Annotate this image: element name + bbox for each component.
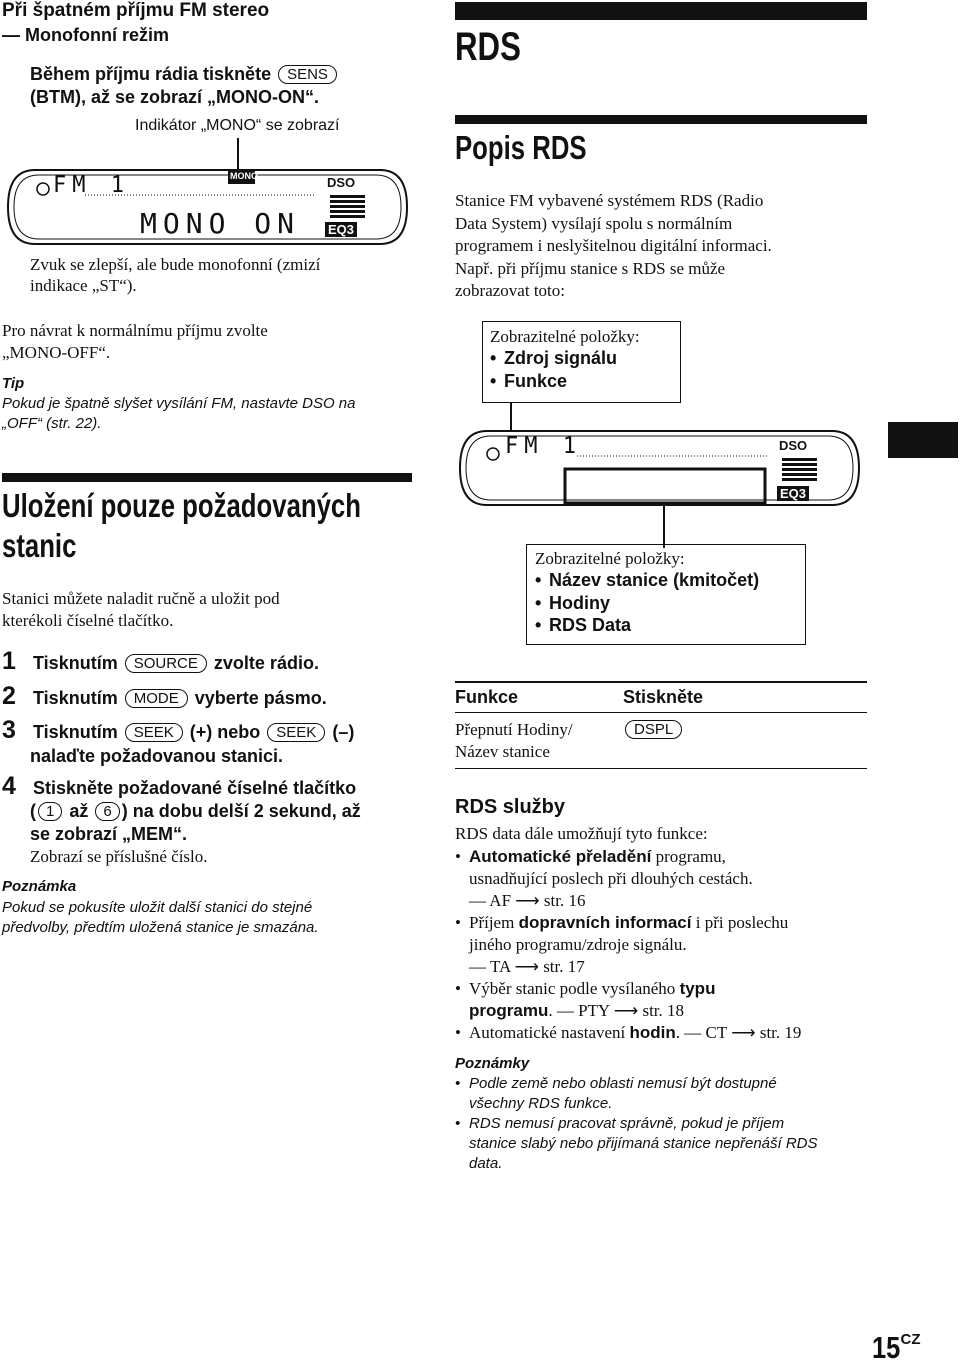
- lcd-display-rds: [457, 428, 862, 508]
- service-item-ta: • Příjem dopravních informací i při poslechu: [455, 912, 865, 934]
- tip-label: Tip: [2, 375, 25, 392]
- popis-rule: [455, 115, 867, 124]
- mono-heading-1: Při špatném příjmu FM stereo: [2, 0, 270, 21]
- mono-indicator-caption: Indikátor „MONO“ se zobrazí: [135, 117, 340, 134]
- rds-title: RDS: [455, 25, 521, 69]
- arrow-right-icon: ⟶: [514, 957, 539, 976]
- lcd-band-text: FM 1: [505, 434, 582, 459]
- store-intro: Stanici můžete naladit ručně a uložit pod kterékoli číselné tlačítko.: [2, 589, 280, 630]
- service-item-ct: • Automatické nastavení hodin. — CT ⟶ str. 19: [455, 1022, 865, 1044]
- box2-item: • RDS Data: [535, 614, 805, 637]
- table-header-press: Stiskněte: [623, 687, 704, 707]
- section-side-tab: [888, 422, 958, 458]
- rds-intro: Stanice FM vybavené systémem RDS (Radio Data System) vysílají spolu s normálním programem i neslyšitelnou digitální informaci. Např. při příjmu stanice s RDS se může zobrazovat toto:: [455, 191, 772, 300]
- displayable-items-box-2: [526, 544, 806, 645]
- service-item-pty: • Výběr stanic podle vysílaného typu: [455, 978, 865, 1000]
- table-row-press: [623, 720, 684, 740]
- lcd-band-text: FM 1: [53, 173, 130, 198]
- box2-title: Zobrazitelné položky:: [535, 549, 685, 568]
- preset-1-key: 1: [38, 802, 62, 821]
- eq-label: EQ3: [777, 486, 809, 501]
- table-header-function: Funkce: [455, 687, 519, 707]
- eq-label: EQ3: [325, 222, 357, 237]
- step-1: 1 Tisknutím SOURCE zvolte rádio.: [2, 647, 319, 675]
- note-text: Pokud se pokusíte uložit další stanici do stejné předvolby, předtím uložená stanice je smazána.: [2, 899, 319, 936]
- service-item-af: • Automatické přeladění programu,: [455, 846, 865, 868]
- dso-label: DSO: [327, 175, 356, 190]
- note-item: • RDS nemusí pracovat správně, pokud je příjem: [455, 1114, 865, 1134]
- mono-badge: MONO: [230, 171, 258, 181]
- notes-list: • Podle země nebo oblasti nemusí být dostupné všechny RDS funkce. • RDS nemusí pracovat správně, pokud je příjem stanice slabý nebo přijímaná stanice nepřenáší RDS data.: [455, 1074, 865, 1174]
- section-rule: [2, 473, 412, 482]
- preset-6-key: 6: [95, 802, 119, 821]
- lcd-main-text: MONO ON: [140, 207, 301, 240]
- table-header-rule: [455, 712, 867, 713]
- step-4-line-2: ( 1 až 6 ) na dobu delší 2 sekund, až: [30, 801, 361, 821]
- store-title: Uložení pouze požadovaných stanic: [2, 487, 361, 564]
- dspl-key: DSPL: [625, 720, 682, 739]
- arrow-right-icon: ⟶: [515, 891, 540, 910]
- displayable-items-box-1: [482, 321, 681, 403]
- arrow-right-icon: ⟶: [613, 1001, 639, 1020]
- box1-item: • Funkce: [490, 370, 680, 393]
- table-bottom-rule: [455, 768, 867, 769]
- step-4: 4 Stiskněte požadované číselné tlačítko: [2, 772, 357, 800]
- table-row-function: Přepnutí Hodiny/ Název stanice: [455, 720, 573, 761]
- arrow-right-icon: ⟶: [731, 1023, 756, 1042]
- notes-label: Poznámky: [455, 1055, 530, 1072]
- step-4-line-3: se zobrazí „MEM“.: [30, 824, 188, 844]
- note-item: • Podle země nebo oblasti nemusí být dostupné: [455, 1074, 865, 1094]
- mono-heading-2: — Monofonní režim: [2, 25, 169, 45]
- step-3: 3 Tisknutím SEEK (+) nebo SEEK (–): [2, 716, 355, 744]
- note-label: Poznámka: [2, 878, 77, 895]
- page-number: 15CZ: [872, 1330, 921, 1365]
- seek-plus-key: SEEK: [125, 723, 183, 742]
- box2-item: • Hodiny: [535, 592, 805, 615]
- source-key: SOURCE: [125, 654, 207, 673]
- box2-pointer-line: [663, 506, 665, 548]
- box1-item: • Zdroj signálu: [490, 347, 680, 370]
- mode-key: MODE: [125, 689, 188, 708]
- rds-services-intro: RDS data dále umožňují tyto funkce:: [455, 824, 708, 843]
- mono-instruction-line-1: Během příjmu rádia tiskněte SENS: [30, 63, 339, 86]
- box2-item: • Název stanice (kmitočet): [535, 569, 805, 592]
- tip-text: Pokud je špatně slyšet vysílání FM, nastavte DSO na „OFF“ (str. 22).: [2, 395, 356, 432]
- mono-result: Zvuk se zlepší, ale bude monofonní (zmizí indikace „ST“).: [30, 255, 321, 295]
- box1-title: Zobrazitelné položky:: [490, 327, 640, 346]
- sens-key: SENS: [278, 65, 337, 84]
- step-2: 2 Tisknutím MODE vyberte pásmo.: [2, 682, 327, 710]
- return-text: Pro návrat k normálnímu příjmu zvolte „MONO-OFF“.: [2, 321, 268, 362]
- table-top-rule: [455, 681, 867, 683]
- rds-header-bar: [455, 2, 867, 20]
- mono-instruction-line-2: (BTM), až se zobrazí „MONO-ON“.: [30, 87, 320, 107]
- dso-label: DSO: [779, 438, 808, 453]
- lcd-display-mono: [5, 167, 410, 247]
- popis-title: Popis RDS: [455, 129, 587, 166]
- step-3-line-2: nalaďte požadovanou stanici.: [30, 746, 283, 766]
- rds-services-list: • Automatické přeladění programu, usnadňující poslech při dlouhých cestách. — AF ⟶ str. 16 • Příjem dopravních informací i při poslechu jiného programu/zdroje signálu. — TA ⟶ str. 17 • Výběr stanic podle vysílaného typu programu. — PTY ⟶ str. 18 • Automatické nastavení hodin. — CT ⟶ str. 19: [455, 846, 865, 1044]
- step-4-note: Zobrazí se příslušné číslo.: [30, 847, 208, 866]
- rds-services-title: RDS služby: [455, 796, 566, 818]
- seek-minus-key: SEEK: [267, 723, 325, 742]
